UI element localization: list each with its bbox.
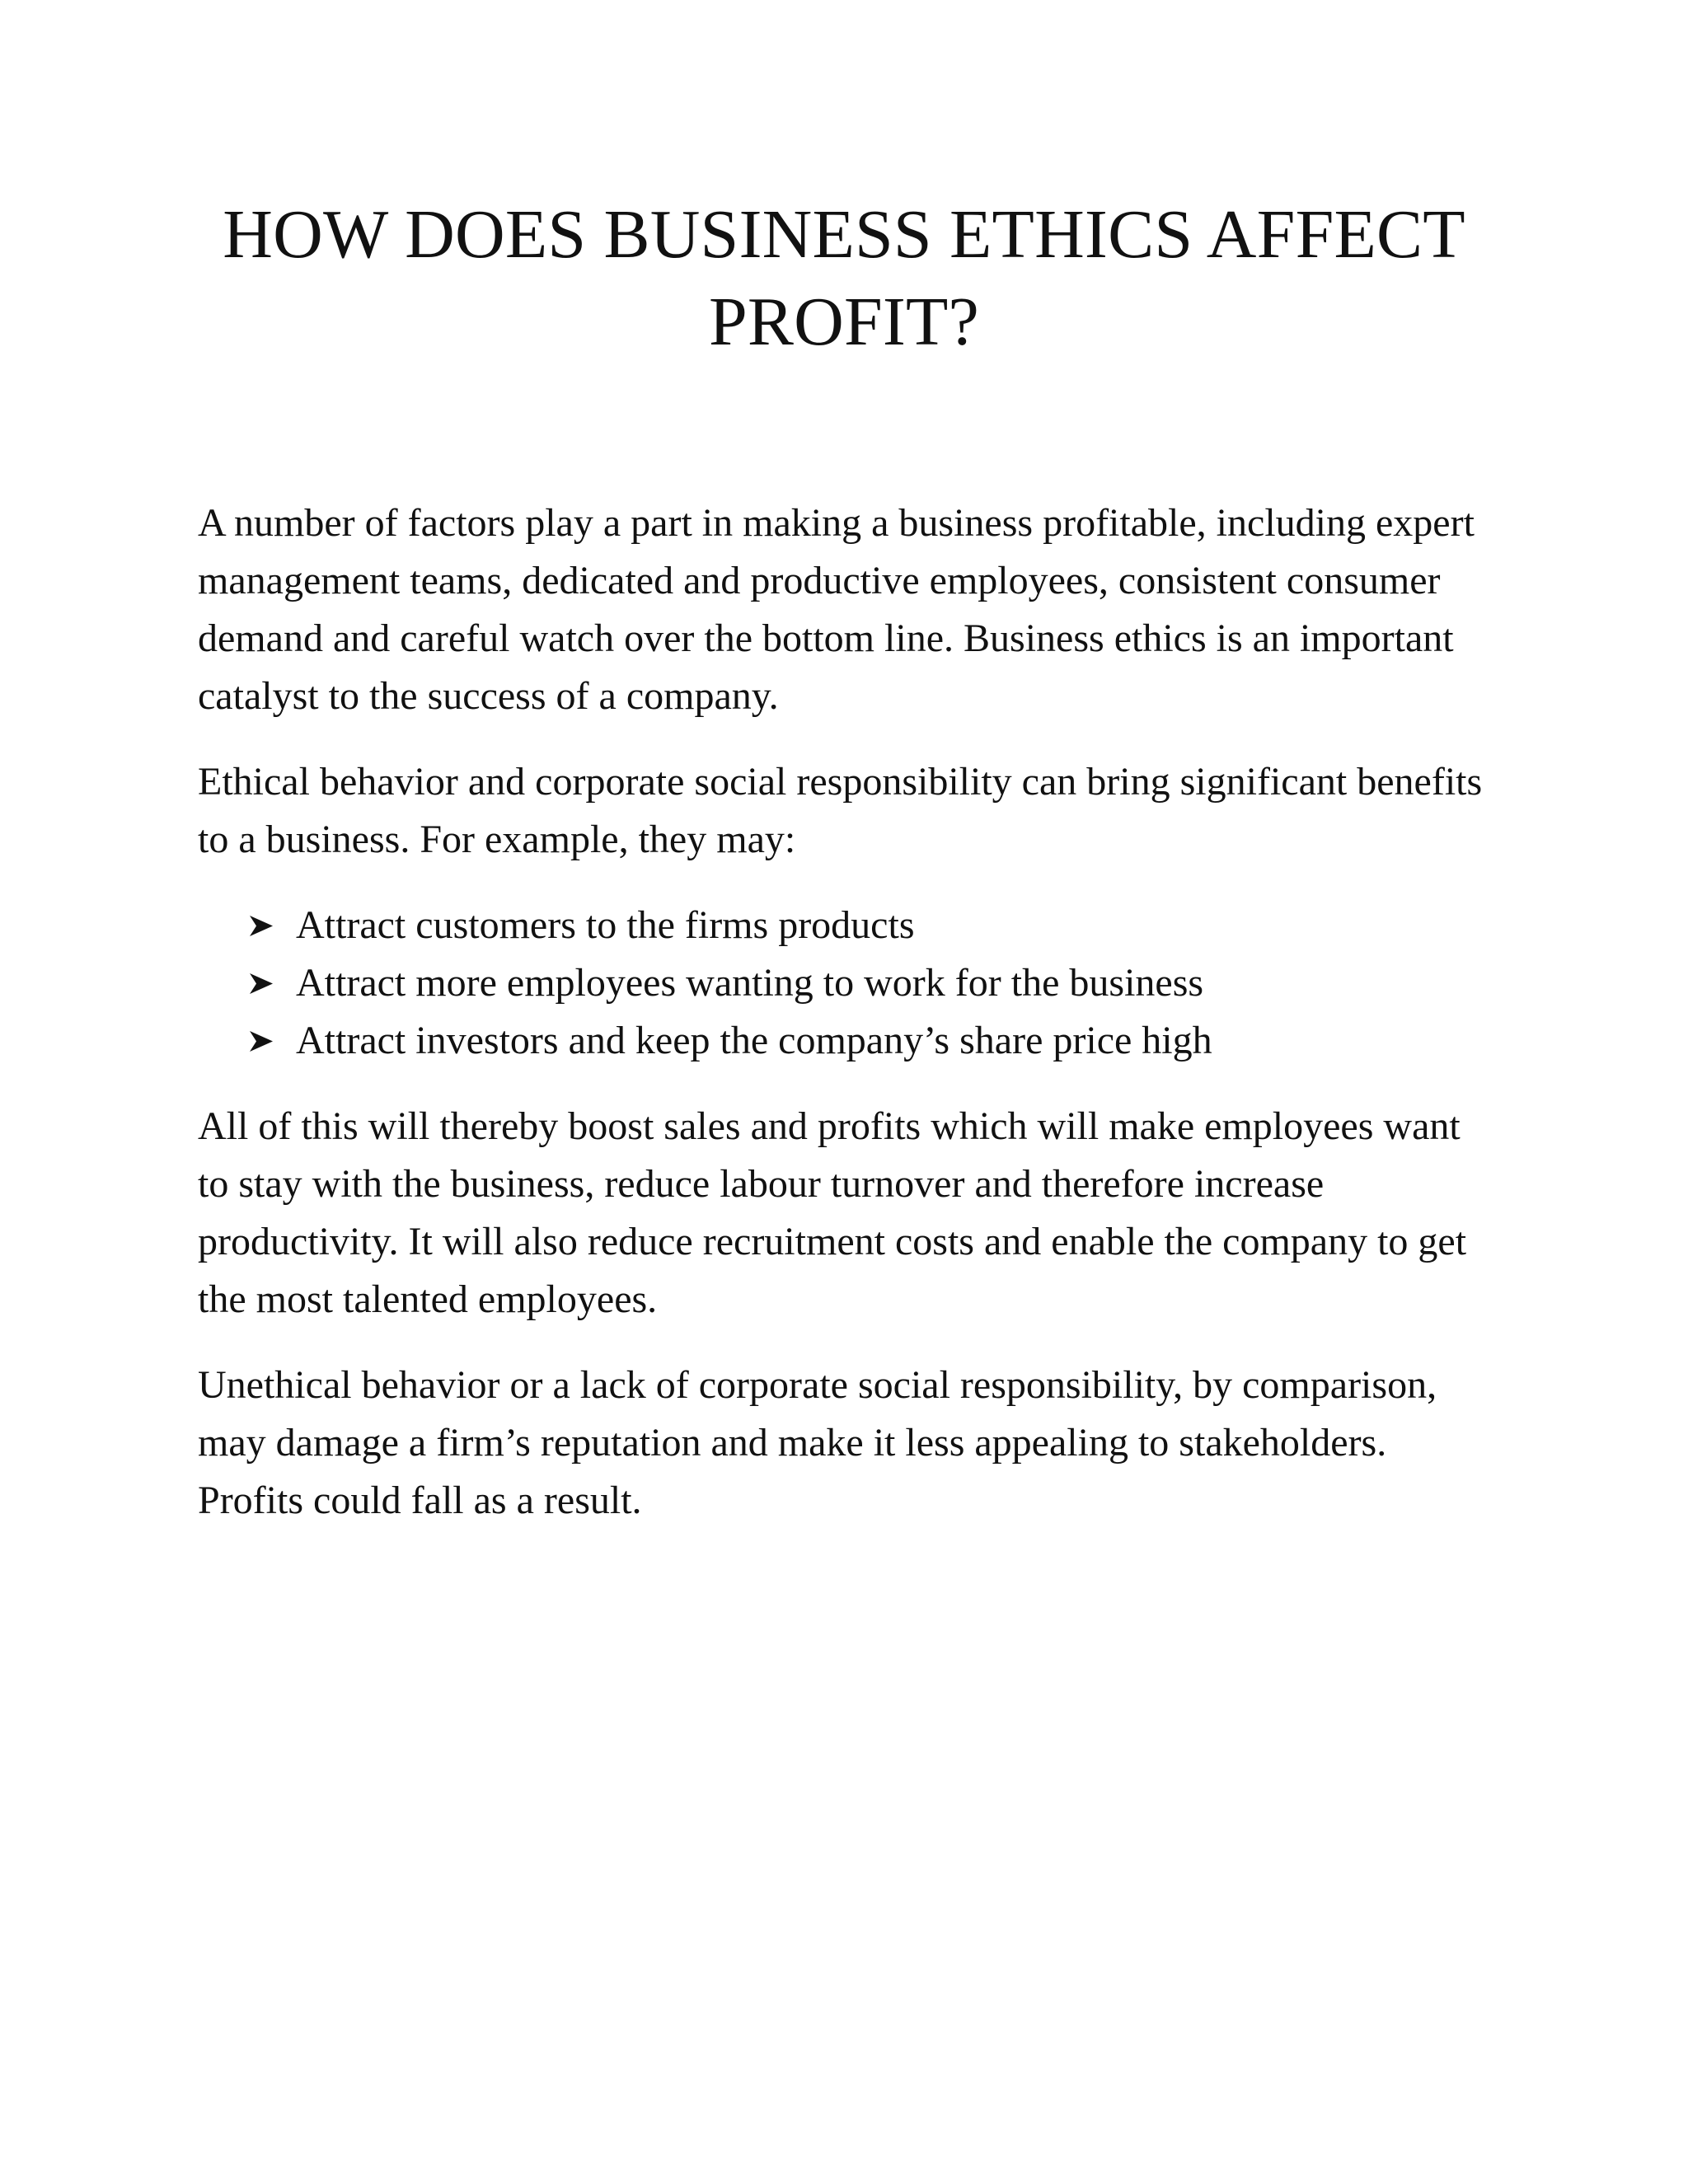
- benefits-list: [198, 897, 1500, 1070]
- arrowhead-bullet-icon: [249, 972, 274, 995]
- list-item-text: Attract more employees wanting to work for the business: [296, 961, 1204, 1005]
- paragraph-outcomes: All of this will thereby boost sales and profits which will make employees want to stay with the business, reduce labour turnover and therefore increase productivity. It will also reduce recruitment costs and enable the company to get the most talented employees.: [198, 1104, 1467, 1321]
- list-item: [249, 954, 1500, 1012]
- document-body: [198, 494, 1500, 1558]
- document-title: HOW DOES BUSINESS ETHICS AFFECT PROFIT?: [223, 196, 1465, 360]
- paragraph-benefits: Ethical behavior and corporate social responsibility can bring significant benefits to a business. For example, they may:: [198, 760, 1483, 861]
- paragraph-intro: A number of factors play a part in making a business profitable, including expert management teams, dedicated and productive employees, consistent consumer demand and careful watch over the bottom line. Business ethics is an important catalyst to the success of a company.: [198, 501, 1475, 718]
- list-item-text: Attract customers to the firms products: [296, 903, 915, 947]
- list-item-text: Attract investors and keep the company’s share price high: [296, 1019, 1212, 1062]
- arrowhead-bullet-icon: [249, 1030, 274, 1052]
- arrowhead-bullet-icon: [249, 915, 274, 937]
- list-item: [249, 1012, 1500, 1070]
- paragraph-unethical: Unethical behavior or a lack of corporate social responsibility, by comparison, may damage a firm’s reputation and make it less appealing to stakeholders. Profits could fall as a result.: [198, 1363, 1437, 1522]
- list-item: [249, 897, 1500, 954]
